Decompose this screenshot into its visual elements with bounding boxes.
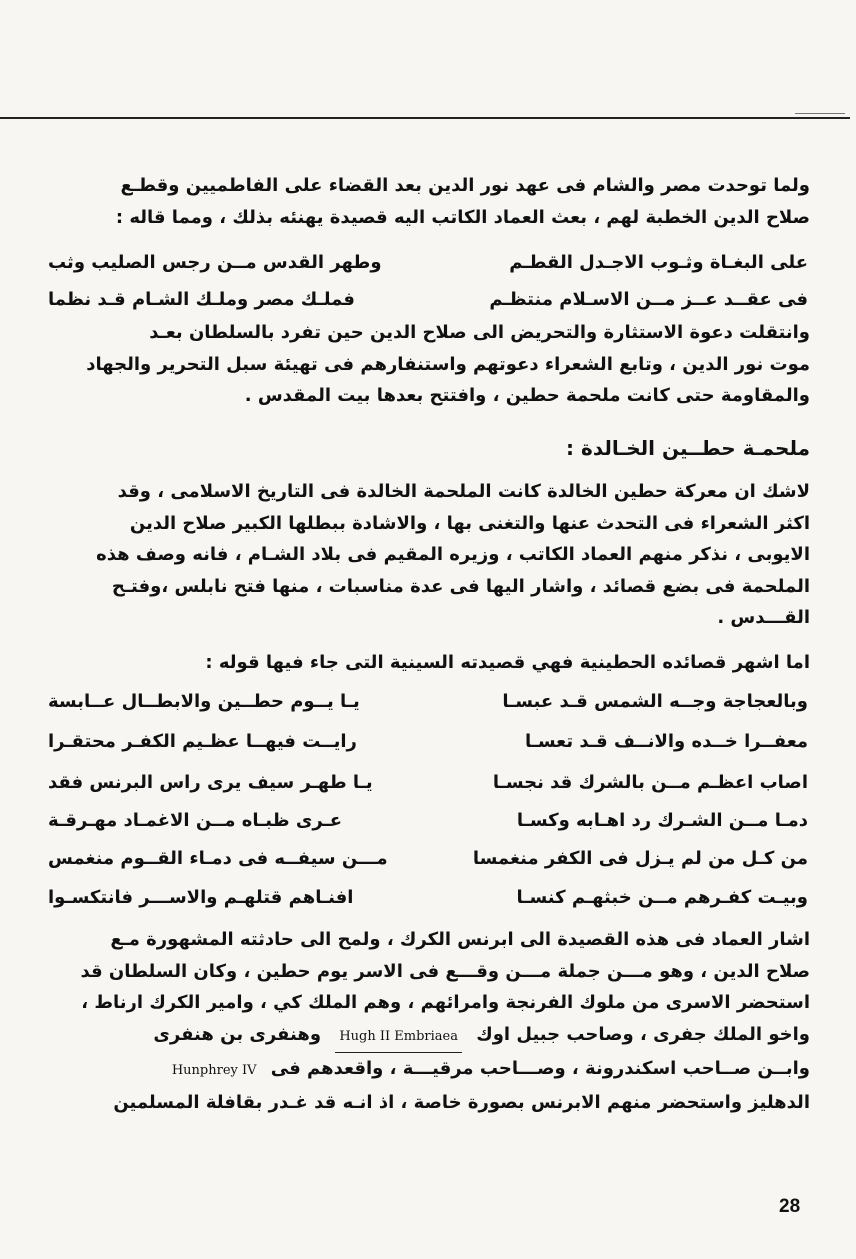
paragraph-line: القـــدس . xyxy=(717,607,810,628)
header-rule-accent xyxy=(795,113,845,114)
latin-name: Hunphrey IV xyxy=(171,1063,257,1078)
poem2-verse-4 xyxy=(48,805,808,837)
paragraph-line: الملحمة فى بضع قصائد ، واشار اليها فى عدة مناسبات ، منها فتح نابلس ،وفتـح xyxy=(111,575,810,597)
verse-hemistich-left: وبيـت كفـرهم مــن خبثهـم كنسـا xyxy=(516,887,808,908)
paragraph-line: موت نور الدين ، وتابع الشعراء دعوتهم واستنفارهم فى تهيئة سبل التحرير والجهاد xyxy=(86,353,810,375)
verse-hemistich-right: يـا طهـر سيف يرى راس البرنس فقد xyxy=(48,772,373,793)
paragraph-line: الايوبى ، نذكر منهم العماد الكاتب ، وزيره المقيم فى بلاد الشـام ، فانه وصف هذه xyxy=(96,544,810,565)
paragraph-line: اكثر الشعراء فى التحدث عنها والتغنى بها ، والاشادة ببطلها الكبير صلاح الدين xyxy=(129,512,810,534)
paragraph-line: وانتقلت دعوة الاستثارة والتحريض الى صلاح الدين حين تفرد بالسلطان بعـد xyxy=(149,322,810,343)
intro-line-1: ولما توحدت مصر والشام فى عهد نور الدين بعد القضاء على الفاطميين وقطـع xyxy=(120,175,810,196)
verse-hemistich-right: رايــت فيهــا عظـيم الكفـر محتقـرا xyxy=(48,731,357,752)
paragraph-line xyxy=(164,1058,810,1079)
paragraph-5 xyxy=(60,924,810,1118)
poem1-verse-1 xyxy=(48,247,808,279)
section-heading: ملحمـة حطــين الخـالدة : xyxy=(566,436,810,460)
line-segment: واخو الملك جفرى ، وصاحب جبيل اوك xyxy=(476,1023,810,1045)
verse-hemistich-right: افنـاهم قتلهـم والاســـر فانتكسـوا xyxy=(48,887,354,908)
verse-hemistich-right: عـرى ظبـاه مــن الاغمـاد مهـرقـة xyxy=(48,810,343,831)
verse-hemistich-left: على البغـاة وثـوب الاجـدل القطـم xyxy=(509,252,808,273)
verse-hemistich-right: يـا يــوم حطــين والابطــال عــابسة xyxy=(48,691,360,712)
paragraph-line: صلاح الدين ، وهو مـــن جملة مـــن وقـــع فى الاسر يوم حطين ، وكان السلطان قد xyxy=(80,960,810,982)
paragraph-line: اشار العماد فى هذه القصيدة الى ابرنس الكرك ، ولمح الى حادثته المشهورة مـع xyxy=(110,929,810,950)
paragraph-line xyxy=(153,1024,810,1045)
paragraph-line: لاشك ان معركة حطين الخالدة كانت الملحمة الخالدة فى التاريخ الاسلامى ، وقد xyxy=(117,481,810,502)
paragraph-line: الدهليز واستحضر منهم الابرنس بصورة خاصة ، اذ انـه قد غـدر بقافلة المسلمين xyxy=(113,1091,810,1113)
paragraph-line: اما اشهر قصائده الحطينية فهي قصيدته السينية التى جاء فيها قوله : xyxy=(205,652,810,673)
intro-paragraph xyxy=(60,170,810,233)
verse-hemistich-left: اصاب اعظـم مــن بالشرك قد نجسـا xyxy=(492,772,808,793)
verse-hemistich-right: وطهر القدس مــن رجس الصليب وثب xyxy=(48,252,382,273)
paragraph-line: والمقاومة حتى كانت ملحمة حطين ، وافتتح بعدها بيت المقدس . xyxy=(244,385,810,406)
intro-line-2: صلاح الدين الخطبة لهم ، بعث العماد الكاتب اليه قصيدة يهنئه بذلك ، ومما قاله : xyxy=(115,206,810,228)
verse-hemistich-left: معفــرا خــده والانــف قـد تعسـا xyxy=(524,731,808,752)
verse-hemistich-left: دمـا مــن الشـرك رد اهـابه وكسـا xyxy=(516,810,808,831)
line-segment: وهنفرى بن هنفرى xyxy=(153,1023,322,1045)
verse-hemistich-left: وبالعجاجة وجــه الشمس قـد عبسـا xyxy=(502,691,808,712)
verse-hemistich-right: مـــن سيفــه فى دمـاء القــوم منغمس xyxy=(48,848,388,869)
paragraph-line: استحضر الاسرى من ملوك الفرنجة وامرائهم ، وهم الملك كي ، وامير الكرك ارناط ، xyxy=(81,992,810,1013)
poem2-verse-2 xyxy=(48,726,808,758)
paragraph-3 xyxy=(60,476,810,634)
page-number: 28 xyxy=(779,1196,801,1217)
verse-hemistich-left: فى عقــد عــز مــن الاسـلام منتظـم xyxy=(489,289,808,310)
poem2-verse-5 xyxy=(48,843,808,875)
poem2-verse-1 xyxy=(48,686,808,718)
latin-name: Hugh II Embriaea xyxy=(335,1021,462,1054)
poem2-verse-6 xyxy=(48,882,808,914)
line-segment: وابــن صــاحب اسكندرونة ، وصـــاحب مرقيـــة ، واقعدهم فى xyxy=(270,1058,810,1079)
verse-hemistich-left: من كـل من لم يـزل فى الكفر منغمسا xyxy=(472,848,808,869)
poem2-verse-3 xyxy=(48,767,808,799)
header-rule xyxy=(0,117,850,119)
paragraph-4 xyxy=(60,647,810,679)
verse-hemistich-right: فملـك مصر وملـك الشـام قـد نظما xyxy=(48,289,355,310)
poem1-verse-2 xyxy=(48,284,808,316)
paragraph-2 xyxy=(60,317,810,412)
